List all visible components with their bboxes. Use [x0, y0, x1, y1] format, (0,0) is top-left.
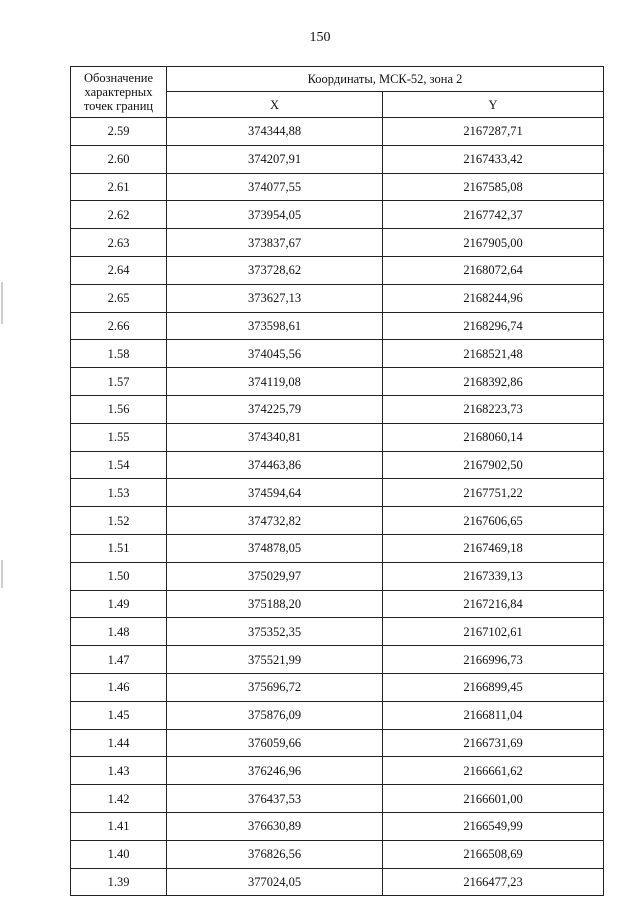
- x-coordinate-cell: 376826,56: [167, 840, 383, 868]
- y-coordinate-cell: 2167585,08: [383, 173, 604, 201]
- x-coordinate-cell: 376630,89: [167, 812, 383, 840]
- point-id-cell: 1.58: [71, 340, 167, 368]
- y-coordinate-cell: 2166661,62: [383, 757, 604, 785]
- y-coordinate-cell: 2167287,71: [383, 118, 604, 146]
- y-coordinate-cell: 2166731,69: [383, 729, 604, 757]
- x-coordinate-cell: 374207,91: [167, 145, 383, 173]
- y-coordinate-cell: 2167216,84: [383, 590, 604, 618]
- point-id-cell: 1.46: [71, 673, 167, 701]
- point-id-cell: 1.57: [71, 368, 167, 396]
- coordinates-table: [70, 66, 604, 896]
- table-row: [71, 590, 604, 618]
- page-number: 150: [309, 30, 331, 45]
- x-coordinate-cell: 374878,05: [167, 534, 383, 562]
- point-id-cell: 1.48: [71, 618, 167, 646]
- x-coordinate-cell: 373728,62: [167, 256, 383, 284]
- y-coordinate-cell: 2168072,64: [383, 256, 604, 284]
- y-column-header: Y: [383, 92, 604, 118]
- table-row: [71, 368, 604, 396]
- table-row: [71, 868, 604, 896]
- x-coordinate-cell: 375696,72: [167, 673, 383, 701]
- point-id-cell: 2.59: [71, 118, 167, 146]
- y-coordinate-cell: 2168060,14: [383, 423, 604, 451]
- point-id-cell: 2.66: [71, 312, 167, 340]
- y-coordinate-cell: 2166508,69: [383, 840, 604, 868]
- table-row: [71, 534, 604, 562]
- table-row: [71, 562, 604, 590]
- table-row: [71, 451, 604, 479]
- table-row: [71, 173, 604, 201]
- scan-edge-mark: [1, 282, 3, 324]
- x-coordinate-cell: 374344,88: [167, 118, 383, 146]
- table-row: [71, 729, 604, 757]
- x-coordinate-cell: 375029,97: [167, 562, 383, 590]
- table-row: [71, 284, 604, 312]
- x-coordinate-cell: 374732,82: [167, 507, 383, 535]
- table-row: [71, 618, 604, 646]
- y-coordinate-cell: 2166601,00: [383, 785, 604, 813]
- point-id-cell: 1.45: [71, 701, 167, 729]
- point-id-cell: 1.54: [71, 451, 167, 479]
- table-row: [71, 395, 604, 423]
- table-row: [71, 646, 604, 674]
- table-row: [71, 229, 604, 257]
- x-coordinate-cell: 377024,05: [167, 868, 383, 896]
- x-coordinate-cell: 373598,61: [167, 312, 383, 340]
- y-coordinate-cell: 2168223,73: [383, 395, 604, 423]
- y-coordinate-cell: 2166477,23: [383, 868, 604, 896]
- table-row: [71, 118, 604, 146]
- x-coordinate-cell: 376059,66: [167, 729, 383, 757]
- x-coordinate-cell: 376246,96: [167, 757, 383, 785]
- y-coordinate-cell: 2167606,65: [383, 507, 604, 535]
- x-coordinate-cell: 374463,86: [167, 451, 383, 479]
- point-id-cell: 2.60: [71, 145, 167, 173]
- point-id-cell: 1.44: [71, 729, 167, 757]
- x-coordinate-cell: 374225,79: [167, 395, 383, 423]
- y-coordinate-cell: 2167433,42: [383, 145, 604, 173]
- table-header: [71, 67, 604, 118]
- y-coordinate-cell: 2168521,48: [383, 340, 604, 368]
- y-coordinate-cell: 2167102,61: [383, 618, 604, 646]
- x-coordinate-cell: 374119,08: [167, 368, 383, 396]
- point-id-cell: 1.50: [71, 562, 167, 590]
- x-coordinate-cell: 375352,35: [167, 618, 383, 646]
- y-coordinate-cell: 2167905,00: [383, 229, 604, 257]
- x-coordinate-cell: 375521,99: [167, 646, 383, 674]
- y-coordinate-cell: 2167742,37: [383, 201, 604, 229]
- table-row: [71, 201, 604, 229]
- scan-edge-mark: [1, 560, 3, 588]
- x-coordinate-cell: 374045,56: [167, 340, 383, 368]
- x-coordinate-cell: 373627,13: [167, 284, 383, 312]
- point-id-cell: 1.51: [71, 534, 167, 562]
- x-coordinate-cell: 374340,81: [167, 423, 383, 451]
- y-coordinate-cell: 2168392,86: [383, 368, 604, 396]
- point-id-cell: 1.49: [71, 590, 167, 618]
- point-id-cell: 1.39: [71, 868, 167, 896]
- point-id-cell: 2.65: [71, 284, 167, 312]
- table-row: [71, 673, 604, 701]
- point-id-cell: 1.53: [71, 479, 167, 507]
- y-coordinate-cell: 2167902,50: [383, 451, 604, 479]
- x-coordinate-cell: 373837,67: [167, 229, 383, 257]
- x-coordinate-cell: 375188,20: [167, 590, 383, 618]
- y-coordinate-cell: 2167751,22: [383, 479, 604, 507]
- table-row: [71, 145, 604, 173]
- point-id-cell: 2.63: [71, 229, 167, 257]
- y-coordinate-cell: 2168296,74: [383, 312, 604, 340]
- x-column-header: X: [167, 92, 383, 118]
- y-coordinate-cell: 2166899,45: [383, 673, 604, 701]
- point-id-cell: 1.52: [71, 507, 167, 535]
- point-id-cell: 1.41: [71, 812, 167, 840]
- y-coordinate-cell: 2166811,04: [383, 701, 604, 729]
- point-id-cell: 1.56: [71, 395, 167, 423]
- table-row: [71, 256, 604, 284]
- y-coordinate-cell: 2166549,99: [383, 812, 604, 840]
- point-id-cell: 2.62: [71, 201, 167, 229]
- point-id-cell: 1.47: [71, 646, 167, 674]
- table-row: [71, 507, 604, 535]
- x-coordinate-cell: 375876,09: [167, 701, 383, 729]
- y-coordinate-cell: 2167469,18: [383, 534, 604, 562]
- x-coordinate-cell: 374594,64: [167, 479, 383, 507]
- point-id-cell: 2.64: [71, 256, 167, 284]
- table-row: [71, 757, 604, 785]
- table-row: [71, 785, 604, 813]
- y-coordinate-cell: 2168244,96: [383, 284, 604, 312]
- table-row: [71, 340, 604, 368]
- coordinate-system-header: Координаты, МСК-52, зона 2: [167, 67, 604, 92]
- point-id-cell: 2.61: [71, 173, 167, 201]
- point-id-cell: 1.42: [71, 785, 167, 813]
- table-row: [71, 701, 604, 729]
- point-id-cell: 1.43: [71, 757, 167, 785]
- table-row: [71, 423, 604, 451]
- y-coordinate-cell: 2167339,13: [383, 562, 604, 590]
- table-row: [71, 812, 604, 840]
- x-coordinate-cell: 373954,05: [167, 201, 383, 229]
- table-row: [71, 479, 604, 507]
- point-id-cell: 1.40: [71, 840, 167, 868]
- table-body: [71, 118, 604, 896]
- x-coordinate-cell: 374077,55: [167, 173, 383, 201]
- y-coordinate-cell: 2166996,73: [383, 646, 604, 674]
- point-id-cell: 1.55: [71, 423, 167, 451]
- table-row: [71, 840, 604, 868]
- point-designation-header: Обозначение характерных точек границ: [71, 67, 167, 118]
- table-row: [71, 312, 604, 340]
- x-coordinate-cell: 376437,53: [167, 785, 383, 813]
